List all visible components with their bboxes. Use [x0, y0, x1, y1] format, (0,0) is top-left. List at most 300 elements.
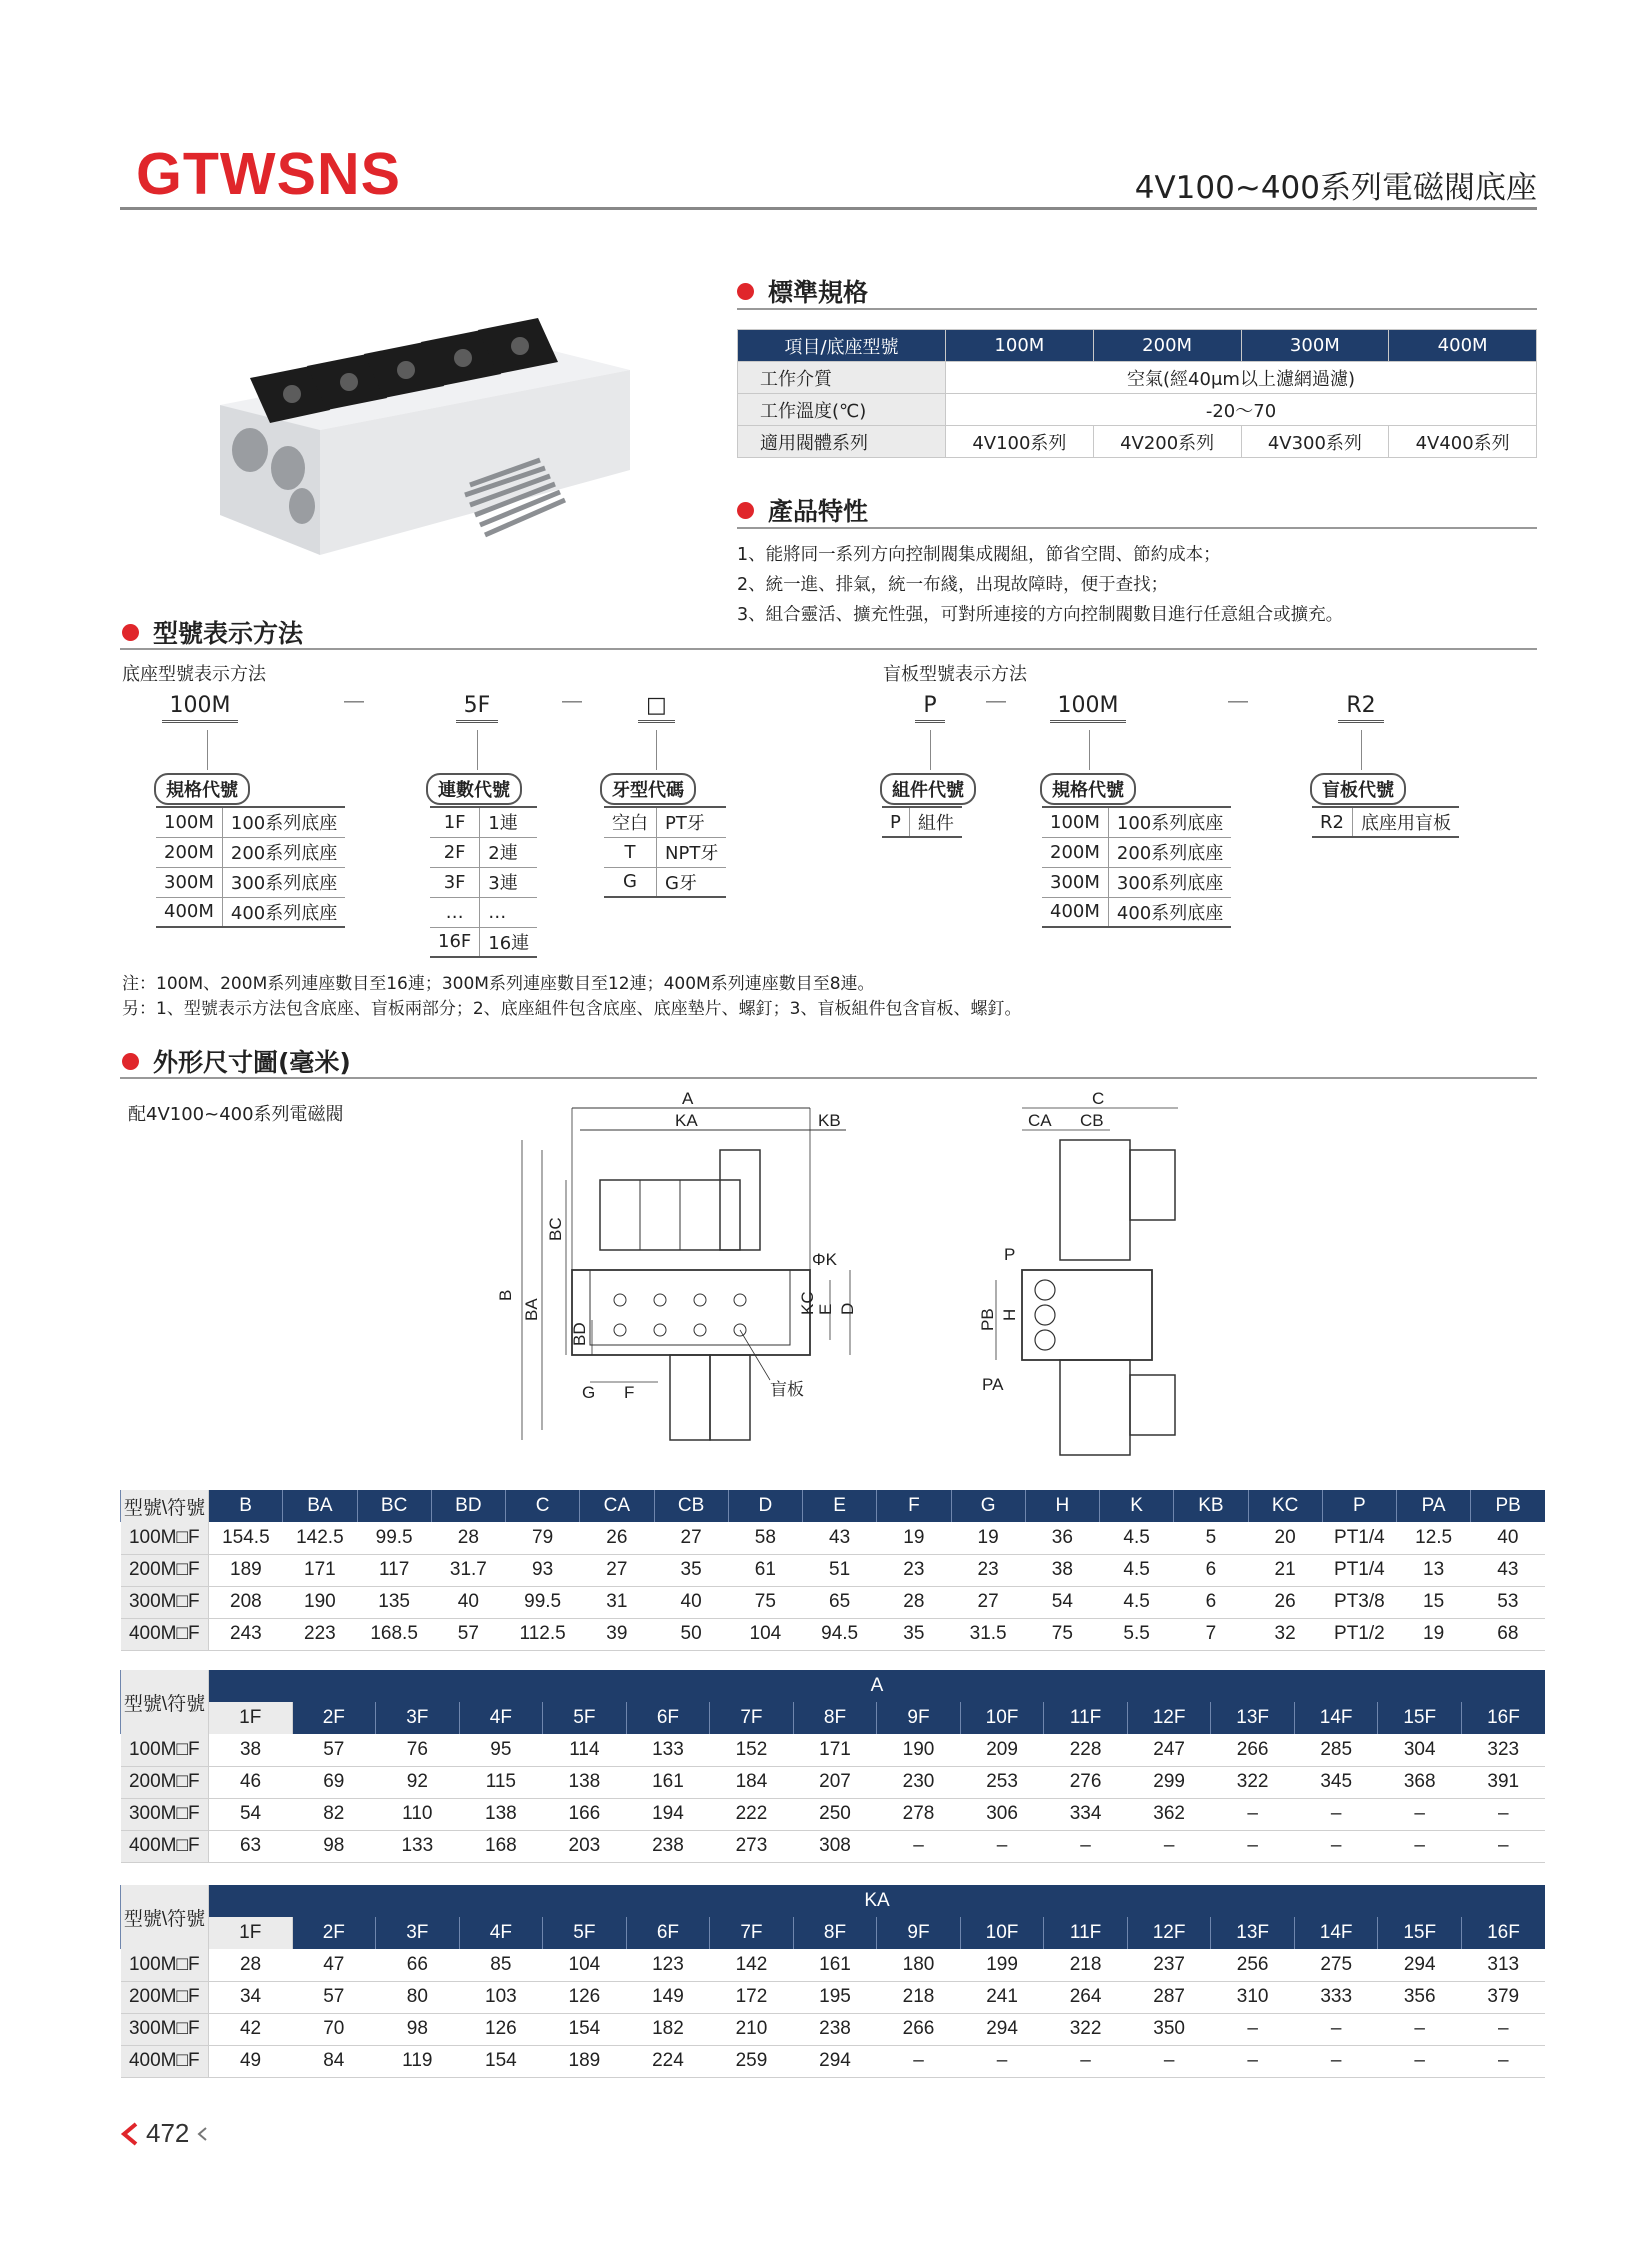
table-row — [121, 1830, 1546, 1862]
table-header-row — [121, 1702, 1546, 1734]
table-row — [121, 1766, 1546, 1798]
label-KB: KB — [818, 1111, 841, 1130]
features-heading-text: 產品特性 — [768, 497, 869, 526]
table-cell: 200M□F — [121, 1554, 209, 1586]
code-dash: — — [562, 690, 582, 712]
table-cell: 20 — [1248, 1522, 1322, 1554]
table-cell: 126 — [459, 2013, 543, 2045]
column-header: 13F — [1211, 1917, 1295, 1949]
table-cell: 115 — [459, 1766, 543, 1798]
table-cell: 138 — [543, 1766, 627, 1798]
table-cell: 95 — [459, 1734, 543, 1766]
spec-heading-text: 標準規格 — [768, 278, 869, 307]
table-cell: 28 — [877, 1586, 951, 1618]
table-cell: 26 — [1248, 1586, 1322, 1618]
table-cell: 103 — [459, 1981, 543, 2013]
notes — [122, 972, 1021, 1022]
table-cell: 299 — [1127, 1766, 1211, 1798]
table-cell: 313 — [1461, 1949, 1545, 1981]
label-CB: CB — [1080, 1111, 1104, 1130]
table-cell: 259 — [710, 2045, 794, 2077]
table-cell: 194 — [626, 1798, 710, 1830]
table-cell: 189 — [543, 2045, 627, 2077]
table-cell: 117 — [357, 1554, 431, 1586]
table-cell: – — [1211, 2045, 1295, 2077]
table-cell: 35 — [877, 1618, 951, 1650]
spec-label: 工作溫度(℃) — [738, 394, 946, 426]
spec-header: 400M — [1389, 330, 1537, 362]
table-cell: 5.5 — [1100, 1618, 1174, 1650]
table-cell: 53 — [1471, 1586, 1545, 1618]
dims-section-heading — [122, 1043, 351, 1079]
column-header: 6F — [626, 1917, 710, 1949]
feature-item: 1、能將同一系列方向控制閥集成閥組，節省空間、節約成本； — [737, 545, 1221, 565]
column-header: 10F — [960, 1702, 1044, 1734]
table-cell: 168 — [459, 1830, 543, 1862]
table-cell: 27 — [951, 1586, 1025, 1618]
column-header: 11F — [1044, 1702, 1128, 1734]
table-cell: 171 — [283, 1554, 357, 1586]
column-header: PA — [1397, 1490, 1471, 1522]
table-cell: 400M□F — [121, 2045, 209, 2077]
features-list — [737, 540, 1343, 630]
table-cell: – — [960, 2045, 1044, 2077]
table-cell: 306 — [960, 1798, 1044, 1830]
table-cell: – — [1294, 2013, 1378, 2045]
table-cell: 135 — [357, 1586, 431, 1618]
label-BA: BA — [522, 1298, 541, 1321]
table-cell: 142.5 — [283, 1522, 357, 1554]
table-cell: 23 — [951, 1554, 1025, 1586]
table-cell: 195 — [793, 1981, 877, 2013]
table-cell: 278 — [877, 1798, 961, 1830]
table-cell: 190 — [877, 1734, 961, 1766]
table-cell: 57 — [292, 1734, 376, 1766]
column-header: 16F — [1461, 1917, 1545, 1949]
table-cell: 285 — [1294, 1734, 1378, 1766]
label-blank-code: 盲板代號 — [1310, 773, 1406, 805]
table-cell: 152 — [710, 1734, 794, 1766]
spec-value: 空氣(經40μm以上濾網過濾) — [946, 362, 1537, 394]
table-cell: 323 — [1461, 1734, 1545, 1766]
table-cell: 28 — [209, 1949, 293, 1981]
code-dash: — — [344, 690, 364, 712]
table-row — [121, 2013, 1546, 2045]
bullet-icon — [737, 502, 754, 519]
column-header: 3F — [376, 1917, 460, 1949]
note-line: 另：1、型號表示方法包含底座、盲板兩部分；2、底座組件包含底座、底座墊片、螺釘；3、盲板組件包含盲板、螺釘。 — [122, 999, 1022, 1019]
table-cell: 47 — [292, 1949, 376, 1981]
spec-value: -20～70 — [946, 394, 1537, 426]
table-cell: 54 — [1025, 1586, 1099, 1618]
table-cell: 300M□F — [121, 1586, 209, 1618]
base-model-subtitle: 底座型號表示方法 — [122, 664, 266, 685]
spec-header: 項目/底座型號 — [738, 330, 946, 362]
model-heading-text: 型號表示方法 — [153, 619, 304, 648]
table-cell: 114 — [543, 1734, 627, 1766]
table-cell: 75 — [728, 1586, 802, 1618]
table-cell: 400M□F — [121, 1830, 209, 1862]
table-cell: 203 — [543, 1830, 627, 1862]
table-cell: 100M□F — [121, 1522, 209, 1554]
table-cell: 276 — [1044, 1766, 1128, 1798]
label-PA: PA — [982, 1375, 1004, 1394]
table-cell: – — [1294, 2045, 1378, 2077]
table-cell: 154 — [459, 2045, 543, 2077]
label-comp-code: 組件代號 — [880, 773, 976, 805]
column-header: 14F — [1294, 1917, 1378, 1949]
table-cell: 264 — [1044, 1981, 1128, 2013]
table-row: 300M 300系列底座 — [1042, 867, 1231, 897]
table-header-row — [121, 1490, 1546, 1522]
table-cell: 207 — [793, 1766, 877, 1798]
table-cell: 99.5 — [506, 1586, 580, 1618]
table-cell: 6 — [1174, 1554, 1248, 1586]
table-cell: 230 — [877, 1766, 961, 1798]
table-row: 400M 400系列底座 — [1042, 897, 1231, 927]
brand-logo: GTWSNS — [136, 141, 401, 207]
table-cell: 46 — [209, 1766, 293, 1798]
spec2-code-table — [1042, 806, 1231, 928]
table-cell: 54 — [209, 1798, 293, 1830]
label-blank-plate: 盲板 — [770, 1380, 804, 1399]
table-cell: 304 — [1378, 1734, 1462, 1766]
table-cell: – — [1211, 2013, 1295, 2045]
table-cell: 322 — [1211, 1766, 1295, 1798]
table-cell: 368 — [1378, 1766, 1462, 1798]
table-cell: – — [877, 2045, 961, 2077]
column-header: 9F — [877, 1702, 961, 1734]
header-rule — [120, 207, 1537, 210]
column-header: 15F — [1378, 1917, 1462, 1949]
side-view-drawing — [960, 1090, 1220, 1475]
table-cell: – — [960, 1830, 1044, 1862]
table-cell: 35 — [654, 1554, 728, 1586]
table-cell: 238 — [793, 2013, 877, 2045]
table-row: P 組件 — [882, 807, 962, 837]
label-E: E — [816, 1303, 835, 1315]
label-G: G — [582, 1383, 596, 1402]
table-cell: 391 — [1461, 1766, 1545, 1798]
table-header-row — [121, 1917, 1546, 1949]
table-cell: – — [1211, 1798, 1295, 1830]
table-cell: 168.5 — [357, 1618, 431, 1650]
table-cell: 149 — [626, 1981, 710, 2013]
column-header: 2F — [292, 1917, 376, 1949]
code-blank: R2 — [1336, 693, 1386, 718]
column-header: 8F — [793, 1917, 877, 1949]
table-cell: 209 — [960, 1734, 1044, 1766]
table-cell: 79 — [506, 1522, 580, 1554]
label-PK: ΦK — [812, 1250, 837, 1269]
column-header: 11F — [1044, 1917, 1128, 1949]
table-cell: 57 — [431, 1618, 505, 1650]
table-cell: 85 — [459, 1949, 543, 1981]
column-header: 16F — [1461, 1702, 1545, 1734]
column-header: B — [209, 1490, 283, 1522]
table-row: 空白 PT牙 — [604, 807, 726, 837]
table-row: 400M 400系列底座 — [156, 897, 345, 927]
table-cell: 28 — [431, 1522, 505, 1554]
table-cell: 275 — [1294, 1949, 1378, 1981]
table-cell: 208 — [209, 1586, 283, 1618]
table-cell: 300M□F — [121, 1798, 209, 1830]
corner-header: 型號\符號 — [121, 1885, 209, 1949]
table-cell: 104 — [543, 1949, 627, 1981]
group-header: KA — [209, 1885, 1546, 1917]
table-cell: 241 — [960, 1981, 1044, 2013]
section-rule — [737, 308, 1537, 310]
table-cell: – — [1127, 2045, 1211, 2077]
table-cell: 308 — [793, 1830, 877, 1862]
table-cell: 34 — [209, 1981, 293, 2013]
table-cell: 93 — [506, 1554, 580, 1586]
table-cell: 161 — [626, 1766, 710, 1798]
product-photo — [200, 270, 640, 560]
table-row: G G牙 — [604, 867, 726, 897]
bullet-icon — [122, 624, 139, 641]
table-row — [121, 1522, 1546, 1554]
column-header: 型號\符號 — [121, 1490, 209, 1522]
table-cell: PT1/2 — [1322, 1618, 1396, 1650]
dims-caption: 配4V100~400系列電磁閥 — [128, 1104, 344, 1125]
table-cell: 63 — [209, 1830, 293, 1862]
table-cell: 247 — [1127, 1734, 1211, 1766]
column-header: 6F — [626, 1702, 710, 1734]
feature-item: 3、組合靈活、擴充性强，可對所連接的方向控制閥數目進行任意組合或擴充。 — [737, 605, 1344, 625]
table-cell: 266 — [1211, 1734, 1295, 1766]
table-row: T NPT牙 — [604, 837, 726, 867]
table-cell: 32 — [1248, 1618, 1322, 1650]
table-cell: 13 — [1397, 1554, 1471, 1586]
column-header: 15F — [1378, 1702, 1462, 1734]
table-cell: – — [1044, 1830, 1128, 1862]
table-row — [121, 1586, 1546, 1618]
table-cell: 70 — [292, 2013, 376, 2045]
table-row: 2F 2連 — [430, 837, 537, 867]
table-cell: 80 — [376, 1981, 460, 2013]
table-cell: 94.5 — [803, 1618, 877, 1650]
label-KC: KC — [798, 1291, 817, 1315]
column-header: KC — [1248, 1490, 1322, 1522]
table-cell: 237 — [1127, 1949, 1211, 1981]
table-cell: 224 — [626, 2045, 710, 2077]
column-header: 12F — [1127, 1917, 1211, 1949]
connector-line — [930, 730, 931, 770]
table-cell: 119 — [376, 2045, 460, 2077]
table-cell: 104 — [728, 1618, 802, 1650]
column-header: 5F — [543, 1702, 627, 1734]
table-cell: 5 — [1174, 1522, 1248, 1554]
code-dash: — — [986, 690, 1006, 712]
table-header-row — [121, 1885, 1546, 1917]
spec-value: 4V400系列 — [1389, 426, 1537, 458]
label-CA: CA — [1028, 1111, 1052, 1130]
table-cell: 238 — [626, 1830, 710, 1862]
table-cell: – — [1127, 1830, 1211, 1862]
table-cell: 40 — [431, 1586, 505, 1618]
chevron-left-icon — [118, 2121, 140, 2147]
table-cell: 38 — [209, 1734, 293, 1766]
table-cell: 84 — [292, 2045, 376, 2077]
column-header: E — [803, 1490, 877, 1522]
table-cell: PT3/8 — [1322, 1586, 1396, 1618]
column-header: 9F — [877, 1917, 961, 1949]
table-cell: 154 — [543, 2013, 627, 2045]
table-cell: 218 — [1044, 1949, 1128, 1981]
label-D: D — [838, 1302, 857, 1315]
column-header: BA — [283, 1490, 357, 1522]
table-cell: 200M□F — [121, 1981, 209, 2013]
table-cell: 76 — [376, 1734, 460, 1766]
table-cell: 243 — [209, 1618, 283, 1650]
table-cell: – — [1378, 1830, 1462, 1862]
table-cell: 4.5 — [1100, 1554, 1174, 1586]
table-cell: 345 — [1294, 1766, 1378, 1798]
table-row: R2 底座用盲板 — [1312, 807, 1459, 837]
table-cell: 4.5 — [1100, 1522, 1174, 1554]
table-cell: 223 — [283, 1618, 357, 1650]
label-A: A — [682, 1090, 694, 1108]
thread-code-table — [604, 806, 726, 898]
table-cell: – — [1044, 2045, 1128, 2077]
connector-line — [656, 730, 657, 770]
feature-item: 2、統一進、排氣，統一布綫，出現故障時，便于查找； — [737, 575, 1169, 595]
table-cell: 68 — [1471, 1618, 1545, 1650]
table-cell: 112.5 — [506, 1618, 580, 1650]
table-cell: 23 — [877, 1554, 951, 1586]
table-cell: 15 — [1397, 1586, 1471, 1618]
table-cell: 40 — [1471, 1522, 1545, 1554]
chevron-left-icon — [195, 2125, 209, 2143]
table-row: 16F 16連 — [430, 927, 537, 957]
code-conn: 5F — [452, 693, 502, 718]
column-header: 4F — [459, 1917, 543, 1949]
spec-value: 4V200系列 — [1093, 426, 1241, 458]
table-cell: 82 — [292, 1798, 376, 1830]
table-cell: 171 — [793, 1734, 877, 1766]
table-cell: 350 — [1127, 2013, 1211, 2045]
table-cell: 333 — [1294, 1981, 1378, 2013]
table-row — [121, 1798, 1546, 1830]
code-thread: □ — [638, 693, 674, 718]
table-cell: 287 — [1127, 1981, 1211, 2013]
table-cell: 166 — [543, 1798, 627, 1830]
table-cell: 6 — [1174, 1586, 1248, 1618]
table-cell: 36 — [1025, 1522, 1099, 1554]
table-row — [121, 1949, 1546, 1981]
table-row: … … — [430, 897, 537, 927]
table-cell: 7 — [1174, 1618, 1248, 1650]
column-header: CA — [580, 1490, 654, 1522]
spec-value: 4V300系列 — [1241, 426, 1389, 458]
a-dimension-table — [120, 1670, 1545, 1863]
label-conn-code: 連數代號 — [426, 773, 522, 805]
table-cell: – — [1378, 2013, 1462, 2045]
corner-header: 型號\符號 — [121, 1670, 209, 1734]
model-section-heading — [122, 614, 303, 650]
table-cell: 200M□F — [121, 1766, 209, 1798]
table-cell: 250 — [793, 1798, 877, 1830]
conn-code-table — [430, 806, 537, 958]
table-cell: 19 — [951, 1522, 1025, 1554]
table-cell: 38 — [1025, 1554, 1099, 1586]
table-cell: 334 — [1044, 1798, 1128, 1830]
connector-line — [1089, 730, 1090, 770]
table-cell: 400M□F — [121, 1618, 209, 1650]
spec-header: 300M — [1241, 330, 1389, 362]
section-rule — [737, 527, 1537, 529]
table-cell: – — [1461, 1830, 1545, 1862]
column-header: P — [1322, 1490, 1396, 1522]
blank-model-subtitle: 盲板型號表示方法 — [883, 664, 1027, 685]
table-cell: 256 — [1211, 1949, 1295, 1981]
table-cell: 27 — [580, 1554, 654, 1586]
table-cell: 142 — [710, 1949, 794, 1981]
table-cell: 133 — [626, 1734, 710, 1766]
table-cell: 51 — [803, 1554, 877, 1586]
label-thread-code: 牙型代碼 — [600, 773, 696, 805]
column-header: 10F — [960, 1917, 1044, 1949]
table-cell: 266 — [877, 2013, 961, 2045]
table-cell: 273 — [710, 1830, 794, 1862]
column-header: BD — [431, 1490, 505, 1522]
bullet-icon — [122, 1053, 139, 1070]
table-cell: 21 — [1248, 1554, 1322, 1586]
spec-table — [737, 329, 1537, 458]
table-cell: – — [1211, 1830, 1295, 1862]
blank-code-table — [1312, 806, 1459, 838]
column-header: G — [951, 1490, 1025, 1522]
table-cell: 12.5 — [1397, 1522, 1471, 1554]
table-cell: 40 — [654, 1586, 728, 1618]
table-cell: 19 — [877, 1522, 951, 1554]
column-header: PB — [1471, 1490, 1545, 1522]
table-cell: 210 — [710, 2013, 794, 2045]
table-row — [121, 1981, 1546, 2013]
spec-code-table — [156, 806, 345, 928]
table-cell: 39 — [580, 1618, 654, 1650]
features-section-heading — [737, 492, 868, 528]
table-cell: 199 — [960, 1949, 1044, 1981]
table-cell: 123 — [626, 1949, 710, 1981]
column-header: 4F — [459, 1702, 543, 1734]
table-cell: 100M□F — [121, 1734, 209, 1766]
table-cell: 99.5 — [357, 1522, 431, 1554]
column-header: 13F — [1211, 1702, 1295, 1734]
spec-label: 工作介質 — [738, 362, 946, 394]
table-cell: 61 — [728, 1554, 802, 1586]
column-header: 12F — [1127, 1702, 1211, 1734]
table-cell: 43 — [1471, 1554, 1545, 1586]
table-cell: 356 — [1378, 1981, 1462, 2013]
table-cell: 218 — [877, 1981, 961, 2013]
table-cell: 19 — [1397, 1618, 1471, 1650]
spec-header: 100M — [946, 330, 1094, 362]
code-spec: 100M — [160, 693, 240, 718]
label-KA: KA — [675, 1111, 698, 1130]
comp-code-table — [882, 806, 962, 838]
table-cell: 50 — [654, 1618, 728, 1650]
note-line: 注：100M、200M系列連座數目至16連；300M系列連座數目至12連；400M系列連座數目至8連。 — [122, 974, 875, 994]
label-BC: BC — [546, 1217, 565, 1241]
code-dash: — — [1228, 690, 1248, 712]
column-header: 3F — [376, 1702, 460, 1734]
table-cell: 222 — [710, 1798, 794, 1830]
column-header: H — [1025, 1490, 1099, 1522]
group-header: A — [209, 1670, 1546, 1702]
table-cell: 126 — [543, 1981, 627, 2013]
